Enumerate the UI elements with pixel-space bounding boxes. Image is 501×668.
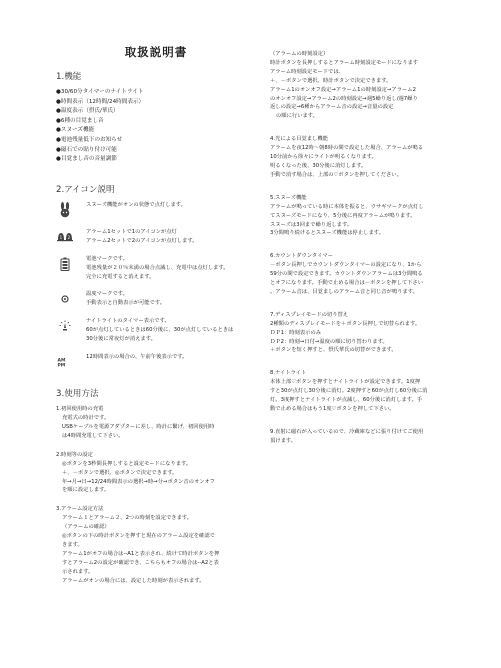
- paragraph-heading: 2.時刻等の設定: [56, 451, 93, 458]
- icon-row-am-pm: [56, 353, 256, 371]
- paragraph-heading: 3.アラーム設定方法: [56, 506, 104, 513]
- icon-desc-line: 電池残量が２０％未満の場合点滅し、充電中は点灯します。: [86, 264, 229, 271]
- icon-row-battery: [56, 255, 256, 282]
- paragraph-line: ＤＰ1：時刻表示のみ: [270, 329, 322, 336]
- paragraph-line: 示されます。: [62, 568, 94, 575]
- left-column: [56, 44, 256, 586]
- usage-time-setting: [56, 451, 256, 496]
- icon-desc-line: 30分後に常夜灯が消えます。: [86, 336, 156, 343]
- icon-desc-line: 完全に充電すると消えます。: [86, 273, 155, 280]
- magnet-note: [270, 428, 480, 446]
- feature-item: ●30/60分タイマーのナイトライト: [56, 89, 144, 95]
- paragraph-line: きます。: [62, 541, 83, 548]
- paragraph-line: 明るくなった後、30分後に消灯します。: [270, 162, 367, 169]
- paragraph-line: のオンオフ設定→アラーム2の時刻設定→週5繰り返し/週7繰り: [270, 95, 418, 102]
- paragraph-heading: 6.カウントダウンタイマー: [270, 253, 334, 260]
- icon-desc-line: 温度マークです。: [86, 291, 128, 298]
- rabbit-icon: [56, 201, 74, 219]
- paragraph-line: アラーム1のオンオフ設定→アラーム1の時刻設定→アラーム2: [270, 86, 416, 93]
- paragraph-line: アラームがオンの場合には、設定した時刻が表示されます。: [62, 577, 205, 584]
- icon-desc-line: 電池マークです。: [86, 255, 128, 262]
- icon-row-alarm: [56, 228, 256, 246]
- feature-item: ●磁石での貼り付け可能: [56, 146, 117, 153]
- paragraph-line: ＋ボタンを短く押すと、摂氏華氏の切替ができます。: [270, 347, 397, 354]
- icon-desc-line: スヌーズ機能がオンの状態で点灯します。: [86, 201, 186, 208]
- display-mode: [270, 311, 480, 356]
- paragraph-line: 59分の間で設定できます。カウントダウンアラームは3分間鳴る: [270, 271, 423, 278]
- night-light-icon: [56, 317, 74, 335]
- paragraph-line: 時計ボタンを長押しするとアラーム時刻設定モードになります: [270, 59, 419, 66]
- paragraph-heading: 5.スヌーズ機能: [270, 194, 307, 201]
- paragraph-line: を順に設定します。: [62, 487, 110, 494]
- paragraph-line: アラーム１とアラーム２、2つの時刻を設定できます。: [62, 515, 193, 522]
- page-title: 取扱説明書: [124, 45, 188, 59]
- paragraph-line: の順に行います。: [276, 113, 318, 120]
- feature-item: ●目覚まし音の音量調節: [56, 156, 117, 163]
- paragraph-line: ◎ボタンの下の時計ボタンを押すと現在のアラーム設定を確認で: [62, 533, 215, 540]
- snooze-function: [270, 194, 480, 239]
- section-1-heading: 1.機能: [56, 72, 82, 82]
- paragraph-line: アラームが鳴っている時に本体を振ると、ウサギマークが点灯し: [270, 203, 424, 210]
- feature-item: ●スヌーズ機能: [56, 127, 95, 134]
- paragraph-line: 10分前から徐々にライトが明るくなります。: [270, 154, 377, 161]
- paragraph-heading: （アラームの時刻設定）: [270, 51, 329, 57]
- paragraph-line: アラーム時刻設定モードでは、: [270, 68, 344, 75]
- paragraph-line: 2種類のディスプレイモードを＋ボタン長押しで切替られます。: [270, 320, 421, 327]
- paragraph-line: てスヌーズモードになり、5分後に再度アラームが鳴ります。: [270, 212, 416, 219]
- feature-item: ●6種の目覚まし音: [56, 117, 104, 124]
- battery-icon: [56, 255, 74, 273]
- icon-desc-line: ナイトライトのタイマー表示です。: [86, 318, 170, 325]
- paragraph-line: 頂けます。: [270, 437, 297, 444]
- icon-desc-line: 手動表示と自動表示が可能です。: [86, 300, 166, 307]
- icon-desc-line: アラーム2セットで2のアイコンが点灯します。: [86, 237, 198, 244]
- svg-text:1: 1: [59, 234, 63, 240]
- light-wakeup: [270, 135, 480, 180]
- paragraph-line: 3分間鳴り続けるとスヌーズ機能は停止します。: [270, 230, 384, 237]
- paragraph-line: ＤＰ2：時刻→日付→温度の順に切り替わります。: [270, 338, 388, 345]
- icon-row-temperature: [56, 290, 256, 308]
- paragraph-line: アラームを夜12時〜朝8時の間で設定した場合、アラームが鳴る: [270, 145, 424, 152]
- paragraph-line: 充電式の時計です。: [62, 415, 110, 422]
- paragraph-heading: 8.ナイトライト: [270, 370, 307, 377]
- section-3-heading: 3.使用方法: [56, 389, 99, 400]
- icon-row-night-light: [56, 317, 256, 344]
- paragraph-line: 返しの設定→6種からアラーム音の設定→音量の設定: [270, 104, 394, 111]
- paragraph-line: 。アラーム音は、目覚ましのアラーム音と同じ音が鳴ります。: [270, 288, 418, 295]
- alarm-bells-icon: [56, 228, 74, 246]
- night-light: [270, 369, 480, 414]
- paragraph-heading: 7.ディスプレイモードの切り替え: [270, 311, 349, 318]
- paragraph-heading: 1.初回使用時の充電: [56, 406, 104, 413]
- thermometer-icon: [56, 290, 74, 308]
- svg-text:PM: PM: [57, 363, 66, 368]
- paragraph-line: 年→月→日→12/24時間表示の選択→時→分→ボタン音のオンオフ: [62, 478, 215, 485]
- icon-desc-line: 12時間表示の場合の、午前午後表示です。: [86, 354, 188, 361]
- paragraph-line: （アラームの確認）: [62, 524, 110, 531]
- paragraph-line: は4時間充電して下さい。: [62, 432, 124, 439]
- paragraph-line: 手動で消す場合は、上部の♡ボタンを押してください。: [270, 171, 402, 178]
- paragraph-line: アラーム1がオフの場合は--A1と表示され、続けて時計ボタンを押: [62, 550, 220, 557]
- paragraph-line: －ボタン長押しでカウントダウンタイマーの設定になり、1から: [270, 262, 422, 269]
- feature-item: ●温度表示（摂氏/華氏）: [56, 108, 119, 115]
- icon-desc-line: アラーム1セットで1のアイコンが点灯: [86, 228, 177, 235]
- paragraph-line: とオフになります。手動で止める場合は－ボタンを押して下さい: [270, 280, 424, 287]
- usage-alarm-setting: [56, 505, 256, 585]
- feature-item: ●電池残量低下のお知らせ: [56, 136, 123, 143]
- paragraph-line: 9.直射に磁石が入っているので、冷蔵庫などに張り付けてご使用: [270, 428, 424, 435]
- usage-charging: [56, 405, 256, 441]
- icon-row-snooze: [56, 201, 256, 219]
- countdown-timer: [270, 252, 480, 297]
- paragraph-line: すとアラーム2の設定が確認でき、こちらもオフの場合は--A2と表: [62, 559, 219, 566]
- paragraph-line: 動で止める場合はもう1度♡ボタンを押して下さい。: [270, 406, 395, 412]
- paragraph-line: ＋、－ボタンで選択、◎ボタンで決定できます。: [62, 469, 178, 476]
- section-2-heading: 2.アイコン説明: [56, 184, 115, 195]
- svg-text:AM: AM: [57, 358, 66, 364]
- right-column: [270, 50, 480, 446]
- paragraph-line: すと30が点灯し30分後に消灯。2度押すと60が点灯し60分後に消: [270, 388, 428, 395]
- paragraph-line: ＋、－ボタンで選択、時計ボタンで決定できます。: [270, 77, 392, 84]
- feature-list: [56, 88, 256, 165]
- icon-desc-line: 60が点灯しているときは60分後に、30が点灯しているときは: [86, 327, 234, 334]
- paragraph-line: 灯。3度押すとナイトライトが点滅し、60分後に消灯します。手: [270, 397, 423, 404]
- paragraph-line: スヌーズは3回まで繰り返します。: [270, 221, 353, 228]
- paragraph-line: 本体上部♡ボタンを押すとナイトライトが設定できます。1度押: [270, 379, 421, 386]
- svg-text:2: 2: [67, 234, 71, 240]
- paragraph-line: USBケーブルを電源アダプターに差し、時計に繋げ、初回使用時: [62, 424, 215, 430]
- am-pm-icon: [56, 353, 74, 371]
- feature-item: ●時間表示（12時間/24時間表示）: [56, 98, 145, 105]
- alarm-time-setting: [270, 50, 480, 121]
- paragraph-line: ◎ボタンを3秒間長押しすると設定モードになります。: [62, 460, 192, 467]
- paragraph-heading: 4.光による目覚まし機能: [270, 136, 329, 143]
